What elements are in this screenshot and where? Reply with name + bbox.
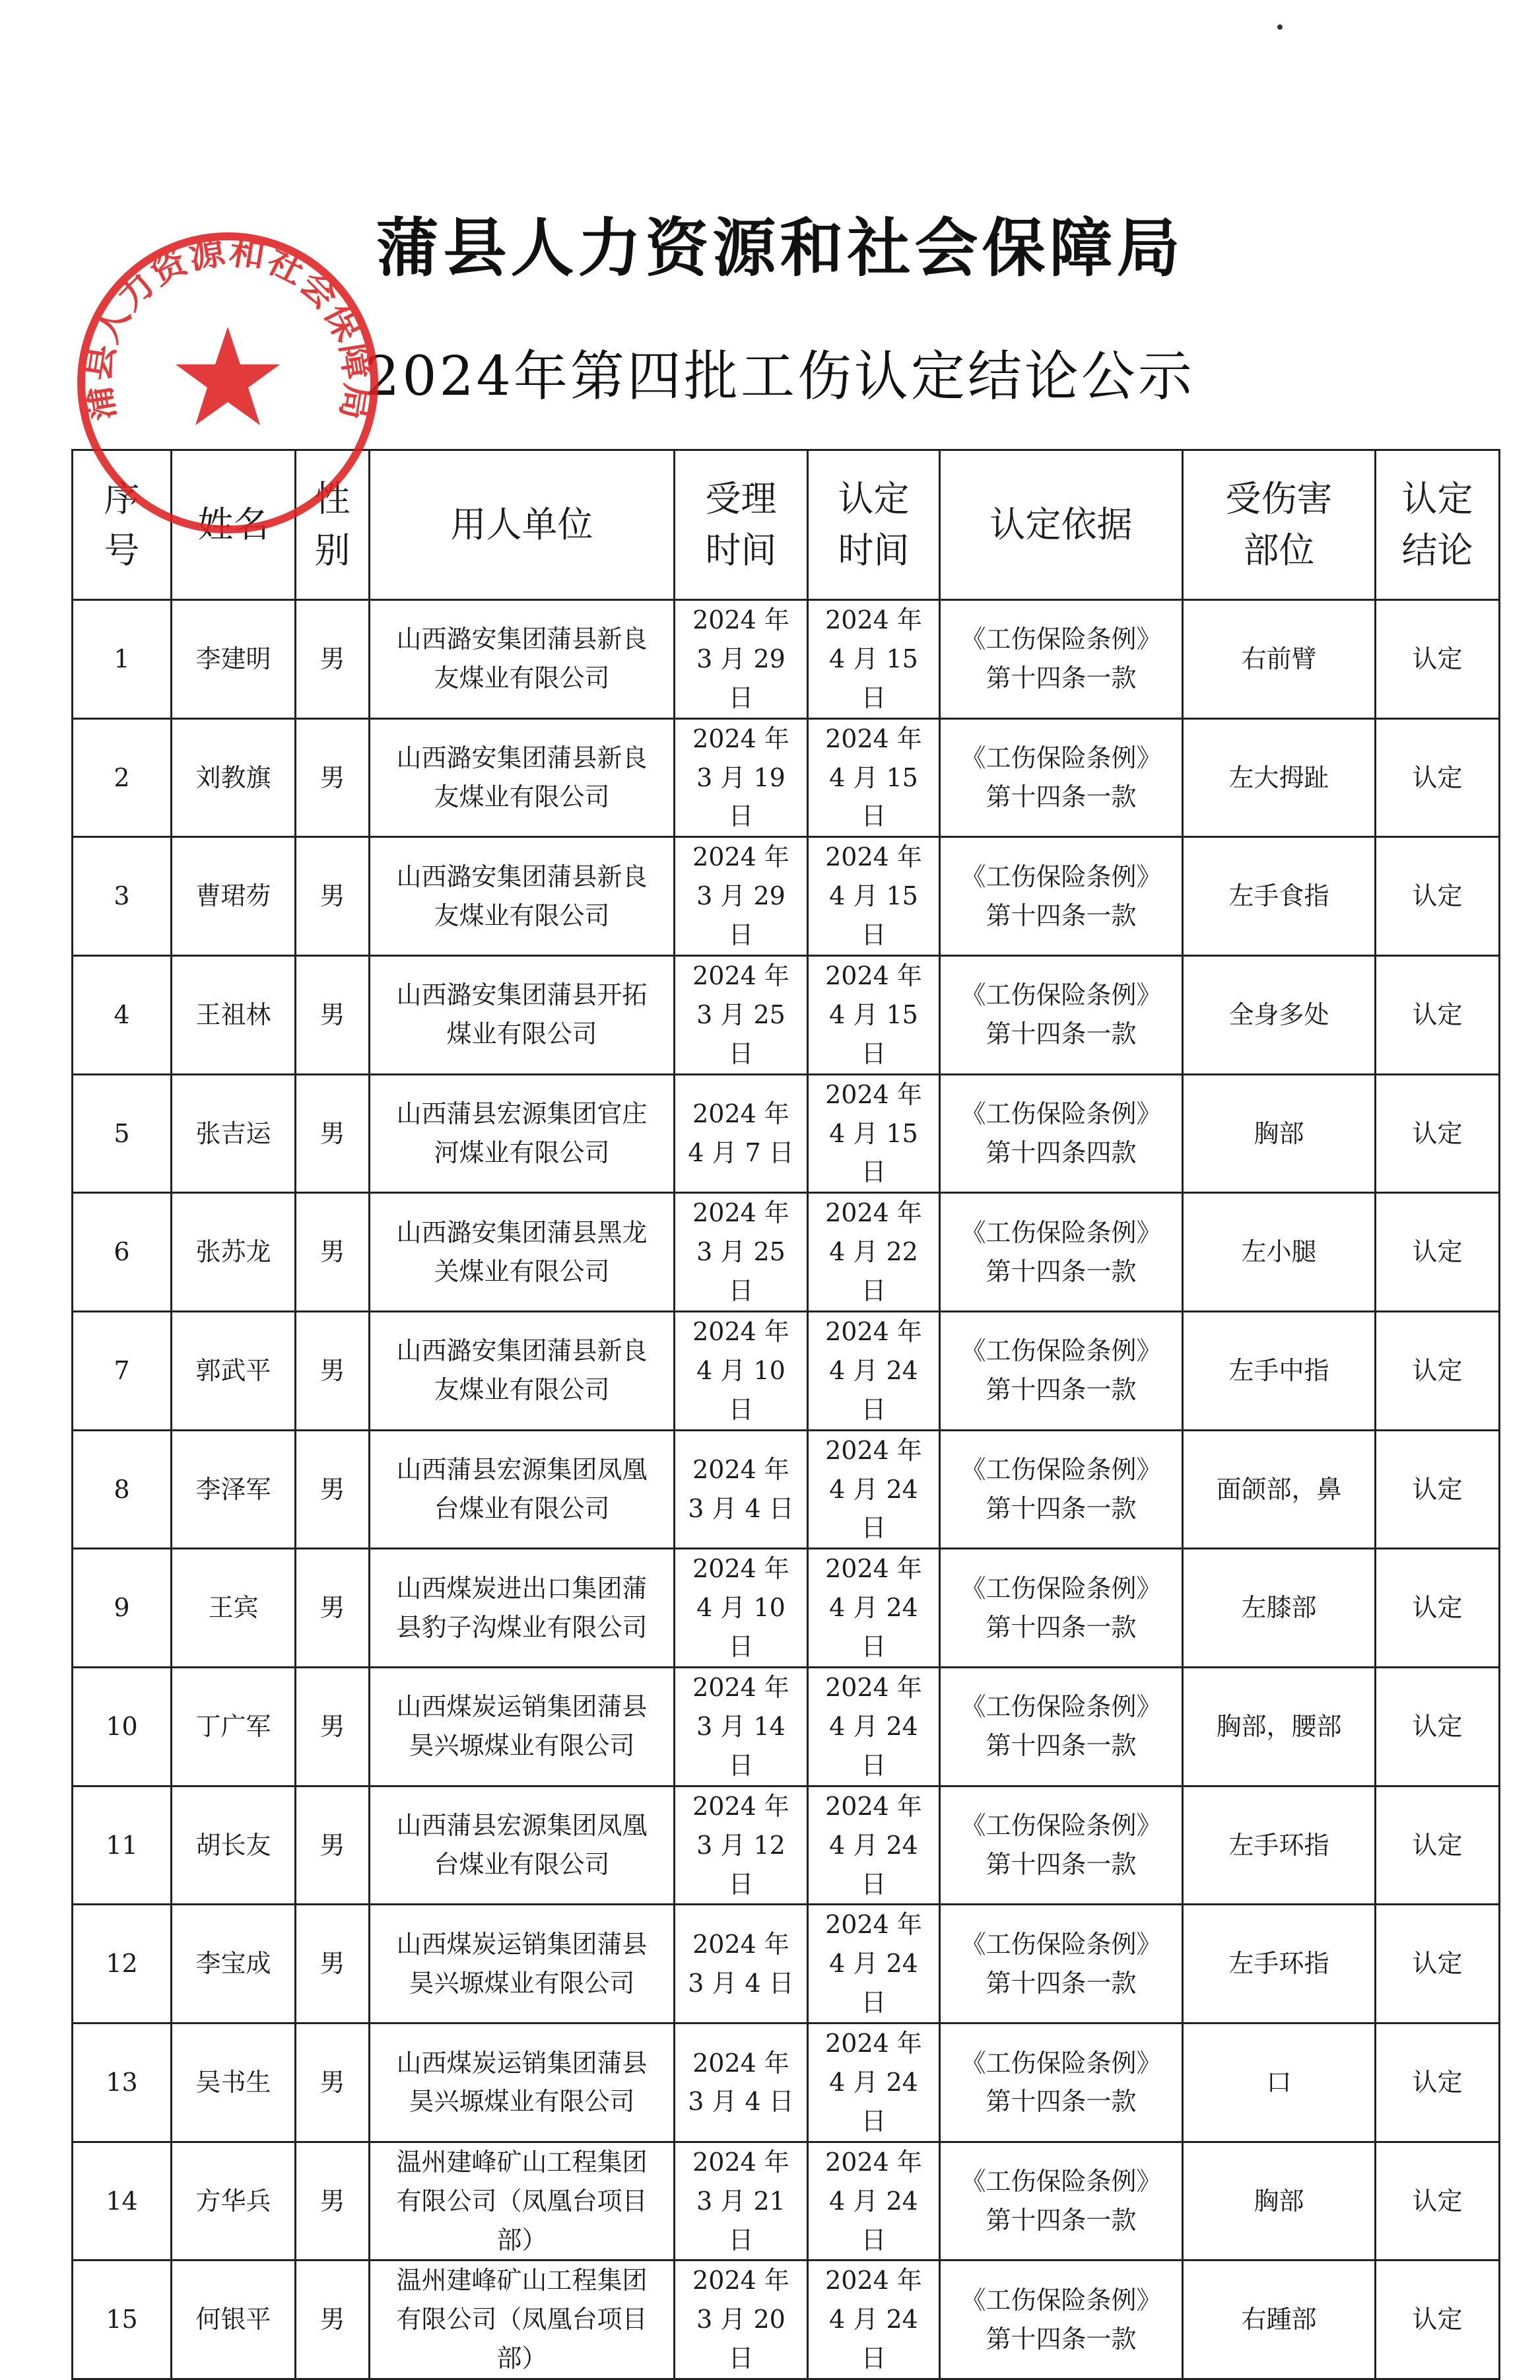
name-cell: 王祖林: [172, 956, 296, 1075]
gender-cell: 男: [296, 1549, 370, 1668]
doc-title: 2024年第四批工伤认定结论公示: [365, 345, 1195, 408]
employer-cell: 山西煤炭运销集团蒲县 昊兴塬煤业有限公司: [370, 1905, 675, 2023]
table-row: [73, 2261, 1500, 2379]
gender-cell: 男: [296, 1430, 370, 1549]
employer-cell: 山西潞安集团蒲县新良 友煤业有限公司: [370, 837, 675, 956]
column-header: 受伤害 部位: [1183, 450, 1376, 600]
result-cell: 认定: [1376, 1430, 1500, 1549]
employer-cell: 山西蒲县宏源集团凤凰 台煤业有限公司: [370, 1430, 675, 1549]
legal-basis-cell: 《工伤保险条例》 第十四条一款: [940, 718, 1183, 837]
employer-cell: 山西蒲县宏源集团凤凰 台煤业有限公司: [370, 1786, 675, 1905]
row-number-cell: 13: [73, 2023, 172, 2142]
table-row: [73, 1549, 1500, 1668]
gender-cell: 男: [296, 1786, 370, 1905]
name-cell: 李建明: [172, 600, 296, 719]
legal-basis-cell: 《工伤保险条例》 第十四条一款: [940, 1430, 1183, 1549]
injury-site-cell: 胸部: [1183, 1074, 1376, 1193]
row-number-cell: 1: [73, 600, 172, 719]
table-row: [73, 2023, 1500, 2142]
legal-basis-cell: 《工伤保险条例》 第十四条一款: [940, 1312, 1183, 1431]
legal-basis-cell: 《工伤保险条例》 第十四条一款: [940, 2023, 1183, 2142]
table-row: [73, 1312, 1500, 1431]
accepted-date-cell: 2024 年 3 月 12 日: [675, 1786, 808, 1905]
injury-site-cell: 全身多处: [1183, 956, 1376, 1075]
name-cell: 曹珺芴: [172, 837, 296, 956]
result-cell: 认定: [1376, 2023, 1500, 2142]
row-number-cell: 14: [73, 2142, 172, 2261]
row-number-cell: 6: [73, 1193, 172, 1312]
decision-date-cell: 2024 年 4 月 24 日: [808, 1786, 940, 1905]
injury-site-cell: 胸部，腰部: [1183, 1668, 1376, 1786]
column-header: 序 号: [73, 450, 172, 600]
table-row: [73, 600, 1500, 719]
result-cell: 认定: [1376, 1312, 1500, 1431]
employer-cell: 山西潞安集团蒲县新良 友煤业有限公司: [370, 1312, 675, 1431]
name-cell: 张吉运: [172, 1074, 296, 1193]
employer-cell: 山西煤炭运销集团蒲县 昊兴塬煤业有限公司: [370, 2023, 675, 2142]
row-number-cell: 10: [73, 1668, 172, 1786]
legal-basis-cell: 《工伤保险条例》 第十四条一款: [940, 600, 1183, 719]
table-row: [73, 956, 1500, 1075]
result-cell: 认定: [1376, 956, 1500, 1075]
decision-date-cell: 2024 年 4 月 24 日: [808, 1549, 940, 1668]
legal-basis-cell: 《工伤保险条例》 第十四条一款: [940, 837, 1183, 956]
legal-basis-cell: 《工伤保险条例》 第十四条四款: [940, 1074, 1183, 1193]
legal-basis-cell: 《工伤保险条例》 第十四条一款: [940, 1668, 1183, 1786]
injury-notice-table: [71, 449, 1500, 2380]
column-header: 姓名: [172, 450, 296, 600]
result-cell: 认定: [1376, 1905, 1500, 2023]
result-cell: 认定: [1376, 837, 1500, 956]
injury-site-cell: 左膝部: [1183, 1549, 1376, 1668]
decision-date-cell: 2024 年 4 月 24 日: [808, 1312, 940, 1431]
result-cell: 认定: [1376, 1074, 1500, 1193]
row-number-cell: 5: [73, 1074, 172, 1193]
employer-cell: 山西潞安集团蒲县黑龙 关煤业有限公司: [370, 1193, 675, 1312]
decision-date-cell: 2024 年 4 月 24 日: [808, 1905, 940, 2023]
employer-cell: 山西潞安集团蒲县开拓 煤业有限公司: [370, 956, 675, 1075]
row-number-cell: 2: [73, 718, 172, 837]
accepted-date-cell: 2024 年 3 月 29 日: [675, 600, 808, 719]
row-number-cell: 3: [73, 837, 172, 956]
injury-site-cell: 右踵部: [1183, 2261, 1376, 2379]
injury-site-cell: 左手环指: [1183, 1786, 1376, 1905]
accepted-date-cell: 2024 年 4 月 7 日: [675, 1074, 808, 1193]
column-header: 性 别: [296, 450, 370, 600]
employer-cell: 温州建峰矿山工程集团 有限公司（凤凰台项目 部）: [370, 2261, 675, 2379]
gender-cell: 男: [296, 2023, 370, 2142]
row-number-cell: 4: [73, 956, 172, 1075]
legal-basis-cell: 《工伤保险条例》 第十四条一款: [940, 2261, 1183, 2379]
result-cell: 认定: [1376, 2261, 1500, 2379]
decision-date-cell: 2024 年 4 月 22 日: [808, 1193, 940, 1312]
injury-site-cell: 面颌部，鼻: [1183, 1430, 1376, 1549]
employer-cell: 山西潞安集团蒲县新良 友煤业有限公司: [370, 600, 675, 719]
svg-text:蒲县人力资源和社会保障局: 蒲县人力资源和社会保障局: [76, 230, 380, 425]
result-cell: 认定: [1376, 1193, 1500, 1312]
name-cell: 郭武平: [172, 1312, 296, 1431]
injury-site-cell: 左手食指: [1183, 837, 1376, 956]
result-cell: 认定: [1376, 600, 1500, 719]
employer-cell: 温州建峰矿山工程集团 有限公司（凤凰台项目 部）: [370, 2142, 675, 2261]
legal-basis-cell: 《工伤保险条例》 第十四条一款: [940, 1193, 1183, 1312]
injury-site-cell: 左手中指: [1183, 1312, 1376, 1431]
name-cell: 吴书生: [172, 2023, 296, 2142]
table-row: [73, 1074, 1500, 1193]
legal-basis-cell: 《工伤保险条例》 第十四条一款: [940, 1786, 1183, 1905]
employer-cell: 山西煤炭进出口集团蒲 县豹子沟煤业有限公司: [370, 1549, 675, 1668]
decision-date-cell: 2024 年 4 月 15 日: [808, 956, 940, 1075]
accepted-date-cell: 2024 年 3 月 4 日: [675, 1905, 808, 2023]
accepted-date-cell: 2024 年 3 月 20 日: [675, 2261, 808, 2379]
name-cell: 李泽军: [172, 1430, 296, 1549]
injury-site-cell: 右前臂: [1183, 600, 1376, 719]
legal-basis-cell: 《工伤保险条例》 第十四条一款: [940, 2142, 1183, 2261]
table-row: [73, 1905, 1500, 2023]
accepted-date-cell: 2024 年 3 月 21 日: [675, 2142, 808, 2261]
decision-date-cell: 2024 年 4 月 15 日: [808, 600, 940, 719]
star-icon: [176, 327, 280, 425]
injury-site-cell: 左手环指: [1183, 1905, 1376, 2023]
row-number-cell: 7: [73, 1312, 172, 1431]
accepted-date-cell: 2024 年 3 月 4 日: [675, 1430, 808, 1549]
name-cell: 方华兵: [172, 2142, 296, 2261]
injury-site-cell: 胸部: [1183, 2142, 1376, 2261]
row-number-cell: 12: [73, 1905, 172, 2023]
accepted-date-cell: 2024 年 4 月 10 日: [675, 1549, 808, 1668]
column-header: 认定 时间: [808, 450, 940, 600]
accepted-date-cell: 2024 年 3 月 14 日: [675, 1668, 808, 1786]
name-cell: 李宝成: [172, 1905, 296, 2023]
decision-date-cell: 2024 年 4 月 24 日: [808, 2142, 940, 2261]
accepted-date-cell: 2024 年 3 月 25 日: [675, 956, 808, 1075]
gender-cell: 男: [296, 1905, 370, 2023]
column-header: 用人单位: [370, 450, 675, 600]
decision-date-cell: 2024 年 4 月 24 日: [808, 2023, 940, 2142]
injury-site-cell: 左大拇趾: [1183, 718, 1376, 837]
decision-date-cell: 2024 年 4 月 15 日: [808, 1074, 940, 1193]
gender-cell: 男: [296, 1668, 370, 1786]
injury-site-cell: 口: [1183, 2023, 1376, 2142]
legal-basis-cell: 《工伤保险条例》 第十四条一款: [940, 1905, 1183, 2023]
decision-date-cell: 2024 年 4 月 15 日: [808, 837, 940, 956]
table-row: [73, 718, 1500, 837]
gender-cell: 男: [296, 1312, 370, 1431]
accepted-date-cell: 2024 年 3 月 4 日: [675, 2023, 808, 2142]
accepted-date-cell: 2024 年 3 月 19 日: [675, 718, 808, 837]
employer-cell: 山西煤炭运销集团蒲县 昊兴塬煤业有限公司: [370, 1668, 675, 1786]
table-row: [73, 1193, 1500, 1312]
row-number-cell: 8: [73, 1430, 172, 1549]
gender-cell: 男: [296, 1074, 370, 1193]
scan-speck: [1277, 24, 1283, 30]
accepted-date-cell: 2024 年 3 月 25 日: [675, 1193, 808, 1312]
name-cell: 刘教旗: [172, 718, 296, 837]
result-cell: 认定: [1376, 1549, 1500, 1668]
gender-cell: 男: [296, 1193, 370, 1312]
gender-cell: 男: [296, 956, 370, 1075]
result-cell: 认定: [1376, 718, 1500, 837]
table-row: [73, 837, 1500, 956]
table-row: [73, 1430, 1500, 1549]
table-row: [73, 1668, 1500, 1786]
decision-date-cell: 2024 年 4 月 24 日: [808, 2261, 940, 2379]
name-cell: 王宾: [172, 1549, 296, 1668]
row-number-cell: 9: [73, 1549, 172, 1668]
result-cell: 认定: [1376, 2142, 1500, 2261]
accepted-date-cell: 2024 年 4 月 10 日: [675, 1312, 808, 1431]
name-cell: 胡长友: [172, 1786, 296, 1905]
decision-date-cell: 2024 年 4 月 24 日: [808, 1430, 940, 1549]
gender-cell: 男: [296, 718, 370, 837]
legal-basis-cell: 《工伤保险条例》 第十四条一款: [940, 956, 1183, 1075]
legal-basis-cell: 《工伤保险条例》 第十四条一款: [940, 1549, 1183, 1668]
table-row: [73, 2142, 1500, 2261]
row-number-cell: 11: [73, 1786, 172, 1905]
name-cell: 何银平: [172, 2261, 296, 2379]
accepted-date-cell: 2024 年 3 月 29 日: [675, 837, 808, 956]
gender-cell: 男: [296, 600, 370, 719]
gender-cell: 男: [296, 2142, 370, 2261]
gender-cell: 男: [296, 837, 370, 956]
employer-cell: 山西蒲县宏源集团官庄 河煤业有限公司: [370, 1074, 675, 1193]
column-header: 受理 时间: [675, 450, 808, 600]
gender-cell: 男: [296, 2261, 370, 2379]
row-number-cell: 15: [73, 2261, 172, 2379]
column-header: 认定依据: [940, 450, 1183, 600]
name-cell: 丁广军: [172, 1668, 296, 1786]
decision-date-cell: 2024 年 4 月 24 日: [808, 1668, 940, 1786]
org-title: 蒲县人力资源和社会保障局: [376, 211, 1184, 285]
result-cell: 认定: [1376, 1786, 1500, 1905]
column-header: 认定 结论: [1376, 450, 1500, 600]
official-seal: [73, 228, 383, 538]
employer-cell: 山西潞安集团蒲县新良 友煤业有限公司: [370, 718, 675, 837]
decision-date-cell: 2024 年 4 月 15 日: [808, 718, 940, 837]
name-cell: 张苏龙: [172, 1193, 296, 1312]
table-row: [73, 1786, 1500, 1905]
injury-site-cell: 左小腿: [1183, 1193, 1376, 1312]
result-cell: 认定: [1376, 1668, 1500, 1786]
